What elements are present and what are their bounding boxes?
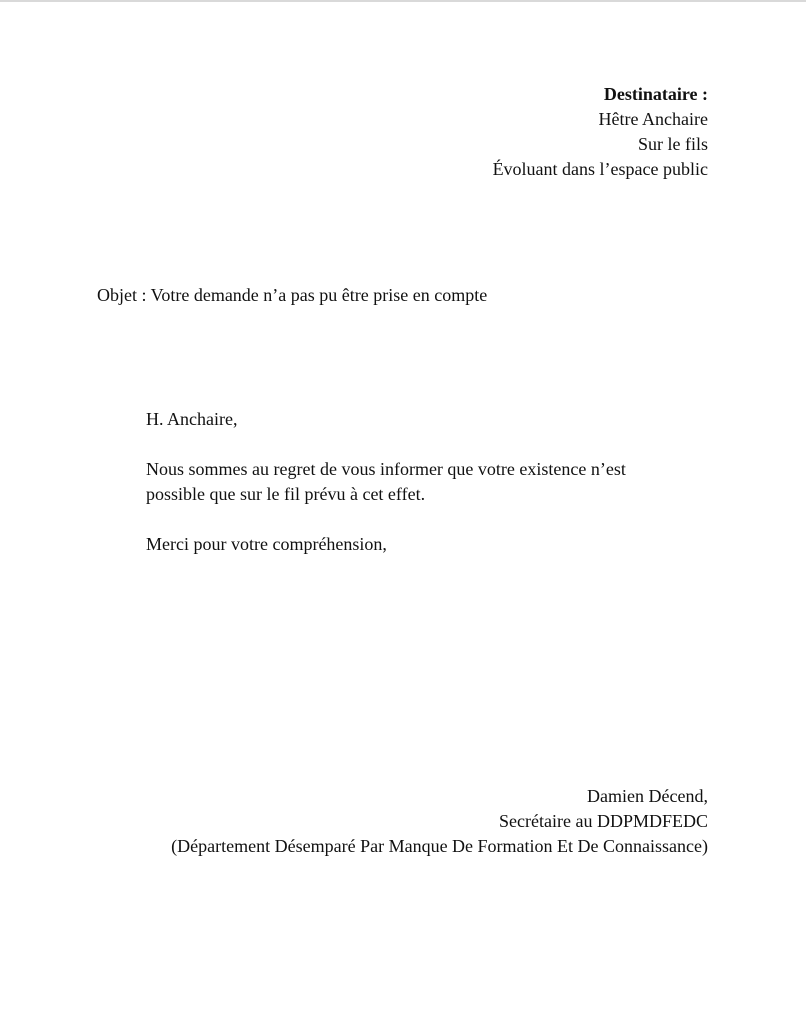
recipient-line: Sur le fils xyxy=(638,134,708,154)
recipient-line: Hêtre Anchaire xyxy=(598,109,708,129)
letter-body xyxy=(146,407,706,582)
salutation: H. Anchaire, xyxy=(146,409,238,429)
body-paragraph-line: Nous sommes au regret de vous informer que votre existence n’est xyxy=(146,459,626,479)
closing-line: Merci pour votre compréhension, xyxy=(146,534,387,554)
subject-line: Objet : Votre demande n’a pas pu être prise en compte xyxy=(97,285,488,305)
body-paragraph-line: possible que sur le fil prévu à cet effet. xyxy=(146,484,426,504)
signature-department: (Département Désemparé Par Manque De Formation Et De Connaissance) xyxy=(171,836,708,856)
signature-name: Damien Décend, xyxy=(587,786,708,806)
recipient-heading: Destinataire : xyxy=(603,84,708,104)
page-top-border xyxy=(0,0,806,2)
signature-block xyxy=(171,784,708,859)
recipient-line: Évoluant dans l’espace public xyxy=(492,159,708,179)
body-paragraph xyxy=(146,457,706,507)
recipient-block xyxy=(493,82,708,182)
signature-title: Secrétaire au DDPMDFEDC xyxy=(499,811,708,831)
